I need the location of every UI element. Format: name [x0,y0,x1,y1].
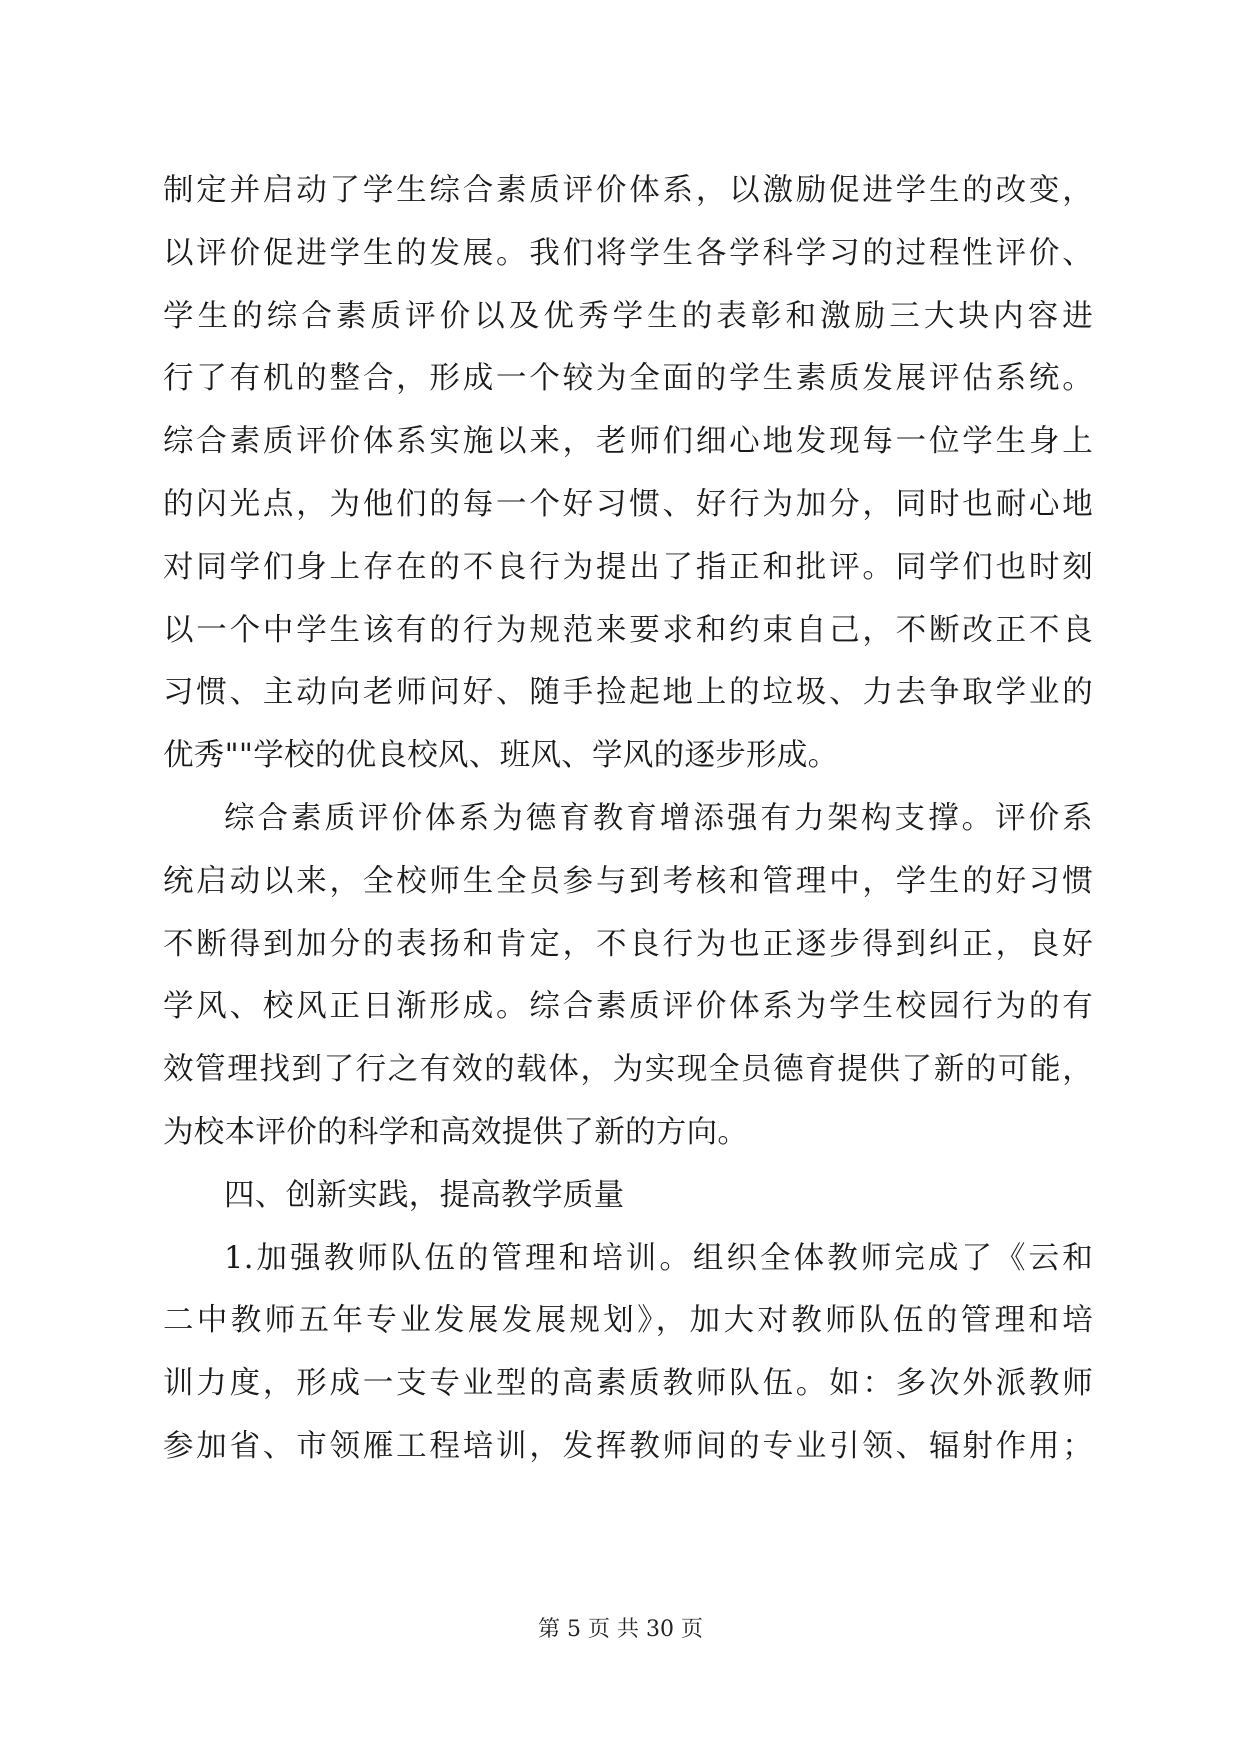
text-line: 学生的综合素质评价以及优秀学生的表彰和激励三大块内容进 [163,298,1093,334]
text-line: 参加省、市领雁工程培训，发挥教师间的专业引领、辐射作用； [163,1428,1093,1464]
text-line: 习惯、主动向老师问好、随手捡起地上的垃圾、力去争取学业的 [163,675,1093,711]
text-line: 为校本评价的科学和高效提供了新的方向。 [163,1114,749,1150]
text-line: 二中教师五年专业发展发展规划》，加大对教师队伍的管理和培 [163,1303,1093,1339]
body-text [163,160,1093,1479]
text-line: 训力度，形成一支专业型的高素质教师队伍。如：多次外派教师 [163,1366,1093,1402]
paragraph-start-line: 综合素质评价体系为德育教育增添强有力架构支撑。评价系 [224,800,1093,836]
text-line: 优秀""学校的优良校风、班风、学风的逐步形成。 [163,738,839,774]
text-line: 制定并启动了学生综合素质评价体系，以激励促进学生的改变， [163,173,1093,208]
paragraph-start-line: 1.加强教师队伍的管理和培训。组织全体教师完成了《云和 [224,1240,1093,1276]
text-line: 综合素质评价体系实施以来，老师们细心地发现每一位学生身上 [163,424,1093,460]
text-line: 学风、校风正日渐形成。综合素质评价体系为学生校园行为的有 [163,989,1093,1025]
text-line: 以一个中学生该有的行为规范来要求和约束自己，不断改正不良 [163,612,1093,648]
text-line: 行了有机的整合，形成一个较为全面的学生素质发展评估系统。 [163,361,1093,397]
page-number: 第 5 页 共 30 页 [538,1617,703,1642]
text-line: 的闪光点，为他们的每一个好习惯、好行为加分，同时也耐心地 [163,486,1093,522]
text-line: 不断得到加分的表扬和肯定，不良行为也正逐步得到纠正，良好 [163,926,1093,962]
page-footer [0,1612,1241,1643]
text-line: 以评价促进学生的发展。我们将学生各学科学习的过程性评价、 [163,235,1093,271]
section-heading: 四、创新实践，提高教学质量 [224,1177,625,1213]
text-line: 效管理找到了行之有效的载体，为实现全员德育提供了新的可能， [163,1052,1093,1088]
text-line: 对同学们身上存在的不良行为提出了指正和批评。同学们也时刻 [163,549,1093,585]
text-line: 统启动以来，全校师生全员参与到考核和管理中，学生的好习惯 [163,863,1093,899]
